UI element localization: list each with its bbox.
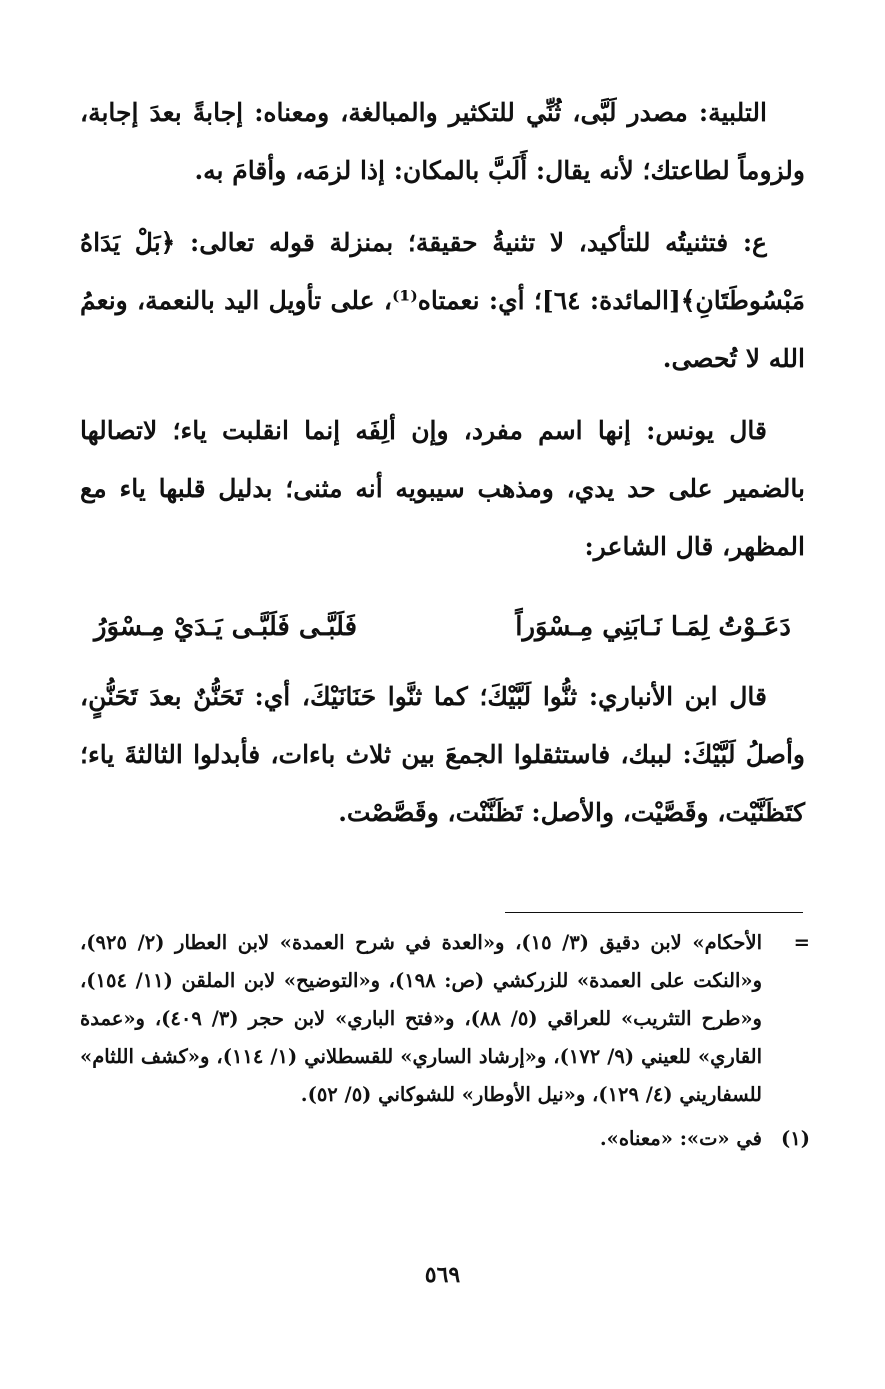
verse-first-hemistich: دَعَـوْتُ لِمَـا نَـابَنِي مِـسْوَراً — [515, 612, 791, 642]
footnote-1-text: في «ت»: «معناه». — [599, 1127, 762, 1150]
continuation-mark: = — [793, 931, 810, 954]
footnote-continuation — [80, 924, 810, 1114]
continuation-text: الأحكام» لابن دقيق (٣/ ١٥)، و«العدة في شرح العمدة» لابن العطار (٢/ ٩٢٥)، و«النكت على العمدة» للزركشي (ص: ١٩٨)، و«التوضيح» لابن الملقن (١١/ ١٥٤)، و«طرح التثريب» للعراقي (٥/ ٨٨)، و«فتح الباري» لابن حجر (٣/ ٤٠٩)، و«عمدة القاري» للعيني (٩/ ١٧٢)، و«إرشاد الساري» للقسطلاني (١/ ١١٤)، و«كشف اللثام» للسفاريني (٤/ ١٢٩)، و«نيل الأوطار» للشوكاني (٥/ ٥٢). — [80, 931, 762, 1106]
paragraph-anbari — [80, 668, 805, 842]
main-text — [80, 84, 805, 856]
footnote-1 — [80, 1120, 810, 1158]
page-number: ٥٦٩ — [424, 1262, 461, 1288]
paragraph-talbiya-text: مصدر لَبَّى، ثُنِّي للتكثير والمبالغة، ومعناه: إجابةً بعدَ إجابة، ولزوماً لطاعتك؛ لأنه يقال: أَلَبَّ بالمكان: إذا لزمَه، وأقامَ به. — [80, 98, 805, 185]
footnotes — [80, 924, 810, 1158]
footnote-divider — [505, 912, 803, 913]
paragraph-yunus-text: قال يونس: إنها اسم مفرد، وإن ألِفَه إنما انقلبت ياء؛ لاتصالها بالضمير على حد يدي، ومذهب سيبويه أنه مثنى؛ بدليل قلبها ياء مع المظهر، قال الشاعر: — [80, 416, 805, 561]
footnote-1-number: (١) — [781, 1127, 810, 1150]
paragraph-yunus — [80, 402, 805, 576]
paragraph-ain — [80, 214, 805, 388]
term-ain: ع: — [742, 228, 767, 257]
paragraph-ain-text: فتثنيتُه للتأكيد، لا تثنيةُ حقيقة؛ بمنزلة قوله تعالى: ﴿بَلْ يَدَاهُ مَبْسُوطَتَانِ﴾[المائدة: ٦٤]؛ أي: نعمتاه⁽¹⁾، على تأويل اليد بالنعمة، ونعمُ الله لا تُحصى. — [80, 228, 805, 373]
poetry-verse — [94, 598, 791, 656]
term-talbiya: التلبية: — [698, 98, 767, 127]
paragraph-anbari-text: قال ابن الأنباري: ثنُّوا لَبَّيْكَ؛ كما ثنَّوا حَنَانَيْكَ، أي: تَحَنُّنٌ بعدَ تَحَنُّنٍ، وأصلُ لَبَّيْكَ: لببك، فاستثقلوا الجمعَ بين ثلاث باءات، فأبدلوا الثالثةَ ياء؛ كتَظَنَّيْت، وقَصَّيْت، والأصل: تَظَنَّنْت، وقَصَّصْت. — [80, 682, 805, 827]
verse-second-hemistich: فَلَبَّـى فَلَبَّـى يَـدَيْ مِـسْوَرُ — [94, 612, 358, 642]
paragraph-talbiya — [80, 84, 805, 200]
